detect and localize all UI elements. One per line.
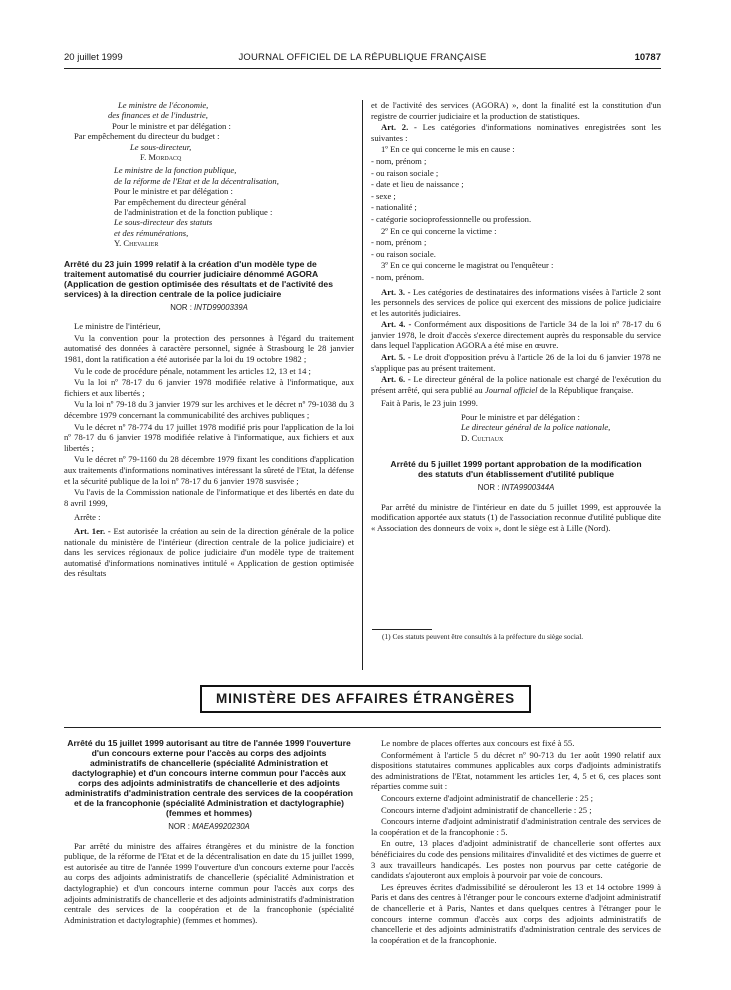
article-label: Art. 1er. - xyxy=(74,525,111,536)
para: Vu le code de procédure pénale, notamment les articles 12, 13 et 14 ; xyxy=(74,365,311,376)
column-divider xyxy=(362,100,363,670)
para: Concours interne d'adjoint administratif d'administration centrale des services de la coopération et de la francophonie : 5. xyxy=(371,816,661,837)
journal-officiel-ref: Journal officiel xyxy=(484,384,538,395)
list-item: - catégorie socioprofessionnelle ou profession. xyxy=(371,213,532,224)
list-item: - ou raison sociale ; xyxy=(371,167,439,178)
sig-line: de l'administration et de la fonction publique : xyxy=(114,207,273,218)
nor-code: INTA9900344A xyxy=(501,483,555,493)
sig-line: Par empêchement du directeur général xyxy=(114,196,247,207)
article-text: Les catégories de destinataires des informations visées à l'article 2 sont les personnels des services de police qui exercent des missions de police judiciaire et les autorités judiciaires. xyxy=(371,286,661,318)
para: et de l'activité des services (AGORA) », dont la finalité est la constitution d'un registre de courrier judiciaire et la production de statistiques. xyxy=(371,100,661,121)
list-item: 3º En ce qui concerne le magistrat ou l'enquêteur : xyxy=(381,260,554,271)
header-page-number: 10787 xyxy=(634,52,661,63)
header-rule xyxy=(64,68,661,69)
article-text: Conformément aux dispositions de l'article 34 de la loi nº 78-17 du 6 janvier 1978, le droit d'accès s'exerce directement auprès du responsable du service dans lequel l'application AGORA a été mise en œuvre. xyxy=(371,319,661,351)
nor-reference xyxy=(371,483,661,494)
para: Conformément à l'article 5 du décret nº 90-713 du 1er août 1990 relatif aux dispositions statutaires communes applicables aux corps d'adjoints administratifs des administrations de l'Etat, notamment les articles 1er, 4, 5 et 6, ces places sont réparties comme suit : xyxy=(371,749,661,792)
left-column-top xyxy=(64,100,354,580)
sig-name: F. Mordacq xyxy=(140,152,182,163)
article-label: Art. 4. - xyxy=(381,319,412,330)
sig-line: Le ministre de l'économie, xyxy=(118,100,209,110)
sig-name: D. Cultiaux xyxy=(461,432,504,443)
nor-reference xyxy=(64,303,354,314)
para: Le ministre de l'intérieur, xyxy=(74,321,161,332)
article-1 xyxy=(64,526,354,579)
para: Concours interne d'adjoint administratif de chancellerie : 25 ; xyxy=(381,804,592,815)
article-text: Est autorisée la création au sein de la direction générale de la police nationale du ministère de l'intérieur (direction centrale de la police judiciaire) et dans les services régionaux de police judiciaire d'un modèle type de traitement automatisé d'informations nominatives intitulé « Application de gestion optimisée des résultats xyxy=(64,525,354,579)
para: Par arrêté du ministre des affaires étrangères et du ministre de la fonction publique, de la réforme de l'Etat et de la décentralisation en date du 15 juillet 1999, est autorisée au titre de l'année 1999 l'ouverture d'un concours externe pour l'accès au corps des adjoints administratifs de chancellerie (spécialité Administration et dactylographie) et d'un concours interne commun pour l'accès aux corps des adjoints administratifs de chancellerie et des adjoints administratifs d'administration centrale des services de la coopération et de la francophonie (spécialité Administration et dactylographie) (femmes et hommes). xyxy=(64,840,354,925)
list-item: - nom, prénom ; xyxy=(371,237,427,248)
list-item: - ou raison sociale. xyxy=(371,248,436,259)
para: Par arrêté du ministre de l'intérieur en date du 5 juillet 1999, est approuvée la modification apportée aux statuts (1) de l'association reconnue d'utilité publique dite « Association des donneurs de voix », dont le siège est à Lille (Nord). xyxy=(371,501,661,534)
list-item: - nom, prénom. xyxy=(371,271,424,282)
fait-a-paris: Fait à Paris, le 23 juin 1999. xyxy=(381,398,478,409)
page-header xyxy=(64,52,661,66)
sig-name: Y. Chevalier xyxy=(114,238,159,249)
list-item: - date et lieu de naissance ; xyxy=(371,179,464,190)
para: Vu le décret nº 78-774 du 17 juillet 1978 modifié pris pour l'application de la loi nº 78-17 du 6 janvier 1978 modifiée relative à l'informatique, aux fichiers et aux libertés ; xyxy=(64,421,354,453)
arrete-label: Arrête : xyxy=(74,512,101,523)
para: Vu la loi nº 78-17 du 6 janvier 1978 modifiée relative à l'informatique, aux fichiers et aux libertés ; xyxy=(64,377,354,398)
nor-label: NOR : xyxy=(168,822,190,831)
para: Les épreuves écrites d'admissibilité se dérouleront les 13 et 14 octobre 1999 à Paris et dans des centres à l'étranger pour le concours externe d'adjoint administratif de chancellerie et à Paris, Nantes et dans quelques centres à l'étranger pour le concours interne commun d'accès aux corps des adjoints administratifs de chancellerie et des adjoints administratifs d'administration centrale des services de la coopération et de la francophonie. xyxy=(371,881,661,945)
sig-line: Pour le ministre et par délégation : xyxy=(461,412,580,423)
list-item: 2º En ce qui concerne la victime : xyxy=(381,225,497,236)
list-item: 1º En ce qui concerne le mis en cause : xyxy=(381,144,515,155)
sig-line: Le directeur général de la police nationale, xyxy=(461,422,611,433)
article-label: Art. 6. - xyxy=(381,374,411,385)
signature-block-economy xyxy=(64,100,354,162)
sig-line: et des rémunérations, xyxy=(114,227,189,238)
section-rule xyxy=(64,727,661,728)
sig-line: Pour le ministre et par délégation : xyxy=(112,120,231,131)
article-text: de la République française. xyxy=(539,384,634,395)
nor-label: NOR : xyxy=(477,483,500,493)
nor-code: MAEA9920230A xyxy=(192,822,250,831)
footnote-rule xyxy=(372,629,432,630)
para: Le nombre de places offertes aux concours est fixé à 55. xyxy=(381,738,575,748)
para: Vu le décret nº 79-1160 du 28 décembre 1979 fixant les conditions d'application aux traitements d'informations nominatives intéressant la sûreté de l'Etat, la défense et la sécurité publique de la loi nº 78-17 du 6 janvier 1978 susvisée ; xyxy=(64,454,354,486)
list-item: - nationalité ; xyxy=(371,202,417,213)
sig-line: Le ministre de la fonction publique, xyxy=(114,165,237,176)
right-column-top xyxy=(371,100,661,535)
para: En outre, 13 places d'adjoint administratif de chancellerie sont offertes aux bénéficiaires du code des pensions militaires d'invalidité et des victimes de guerre et 3 aux travailleurs handicapés. Les postes non pourvus par cette catégorie de candidats s'ajouteront aux emplois à pourvoir par voie de concours. xyxy=(371,838,661,881)
header-date: 20 juillet 1999 xyxy=(64,52,123,63)
decree-title-concours: Arrêté du 15 juillet 1999 autorisant au titre de l'année 1999 l'ouverture d'un concours externe pour l'accès au corps des adjoints administratifs de chancellerie (spécialité Administration et dactylographie) et d'un concours interne commun pour l'accès aux corps des adjoints administratifs de chancellerie et des adjoints administratifs d'administration centrale des services de la coopération et de la francophonie (spécialité Administration et dactylographie) (femmes et hommes) xyxy=(64,738,354,818)
nor-label: NOR : xyxy=(170,302,192,312)
para: Concours externe d'adjoint administratif de chancellerie : 25 ; xyxy=(381,792,594,803)
article-5 xyxy=(371,352,661,373)
article-text: Le directeur général de la police nationale est chargé de l'exécution du présent arrêté, qui sera publié au xyxy=(371,374,661,395)
article-6 xyxy=(371,374,661,395)
nor-reference xyxy=(64,822,354,833)
article-text: Les catégories d'informations nominatives enregistrées sont les suivantes : xyxy=(371,122,661,143)
para: Vu la convention pour la protection des personnes à l'égard du traitement automatisé des données à caractère personnel, signée à Strasbourg le 28 janvier 1981, dont la ratification a été autorisée par la loi du 19 octobre 1982 ; xyxy=(64,332,354,365)
article-label: Art. 2. - xyxy=(381,122,417,133)
article-2 xyxy=(371,122,661,143)
sig-line: Le sous-directeur des statuts xyxy=(114,217,213,228)
right-column-bottom xyxy=(371,738,661,946)
footnote: (1) Ces statuts peuvent être consultés à la préfecture du siège social. xyxy=(382,632,584,641)
signature-block-police xyxy=(371,412,661,443)
sig-line: Pour le ministre et par délégation : xyxy=(114,186,233,197)
para: Vu l'avis de la Commission nationale de l'informatique et des libertés en date du 8 avril 1999, xyxy=(64,487,354,508)
article-3 xyxy=(371,287,661,319)
article-4 xyxy=(371,319,661,351)
sig-line: de la réforme de l'Etat et de la décentralisation, xyxy=(114,175,279,186)
list-item: - sexe ; xyxy=(371,190,396,201)
header-journal-title: JOURNAL OFFICIEL DE LA RÉPUBLIQUE FRANÇAISE xyxy=(238,52,487,63)
sig-line: Le sous-directeur, xyxy=(130,141,192,152)
sig-line: des finances et de l'industrie, xyxy=(108,110,208,121)
article-label: Art. 5. - xyxy=(381,352,411,363)
decree-title-association: Arrêté du 5 juillet 1999 portant approbation de la modification des statuts d'un établissement d'utilité publique xyxy=(390,459,642,480)
article-label: Art. 3. - xyxy=(381,286,411,297)
ministry-banner: MINISTÈRE DES AFFAIRES ÉTRANGÈRES xyxy=(200,685,531,713)
list-item: - nom, prénom ; xyxy=(371,155,427,166)
nor-code: INTD9900339A xyxy=(194,302,248,312)
signature-block-public-service xyxy=(64,165,354,248)
para: Vu la loi nº 79-18 du 3 janvier 1979 sur les archives et le décret nº 79-1038 du 3 décembre 1979 concernant la communicabilité des archives publiques ; xyxy=(64,399,354,421)
decree-title-agora: Arrêté du 23 juin 1999 relatif à la création d'un modèle type de traitement automatisé du courrier judiciaire dénommé AGORA (Application de gestion optimisée des résultats et de l'activité des services) à la direction centrale de la police judiciaire xyxy=(64,258,333,299)
article-text: Le droit d'opposition prévu à l'article 26 de la loi du 6 janvier 1978 ne s'applique pas au présent traitement. xyxy=(371,352,661,373)
left-column-bottom xyxy=(64,738,354,926)
sig-line: Par empêchement du directeur du budget : xyxy=(74,131,220,142)
